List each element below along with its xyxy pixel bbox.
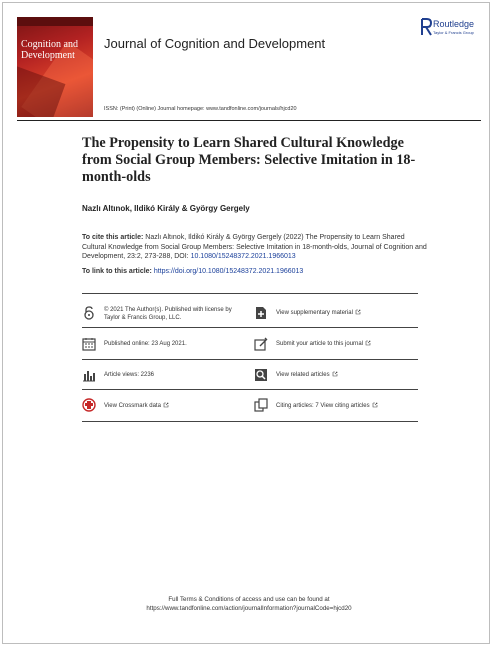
footer-line-1: Full Terms & Conditions of access and use can be found at [168,596,330,603]
article-views: Article views: 2236 [104,372,155,378]
article-authors: Nazlı Altınok, Ildikó Király & György Gergely [82,204,250,213]
grid-bottom-rule [82,421,418,422]
related-cell[interactable] [254,360,418,389]
link-label: To link to this article: [82,268,152,275]
external-link-icon [372,402,378,408]
citing-cell[interactable] [254,390,418,421]
license-text: © 2021 The Author(s). Published with license by Taylor & Francis Group, LLC. [104,307,232,321]
terms-footer [103,596,395,613]
cover-top-band [17,17,93,26]
journal-title[interactable]: Journal of Cognition and Development [104,36,326,51]
citation-text: Nazlı Altınok, Ildikó Király & György Gergely (2022) The Propensity to Learn Shared Cultural Knowledge from Social Group Members: Selective Imitation in 18-month-olds, Journal of Cognition and Development, 23:2, 273-288, DOI: [82,234,427,260]
info-row [82,359,418,389]
published-date: Published online: 23 Aug 2021. [104,341,187,347]
header-divider [17,120,481,121]
bar-chart-icon [82,368,96,382]
crossmark-link[interactable]: View Crossmark data [104,402,244,410]
supplementary-icon [254,306,268,320]
citing-icon [254,398,268,412]
supplementary-cell[interactable] [254,294,418,327]
citing-articles-link[interactable]: Citing articles: 7 View citing articles [276,402,416,410]
citation-label: To cite this article: [82,234,144,241]
published-cell [82,328,242,359]
cover-title: Cognition and Development [21,39,78,61]
crossmark-icon [82,398,96,412]
citation-block [82,233,427,262]
external-link-icon [163,402,169,408]
supplementary-link[interactable]: View supplementary material [276,309,416,317]
external-link-icon [355,309,361,315]
publisher-name: Routledge [433,19,475,29]
crossmark-cell[interactable] [82,390,242,421]
article-doi-url[interactable]: https://doi.org/10.1080/15248372.2021.1966013 [153,268,304,275]
page-frame [2,2,490,644]
routledge-logo-icon [419,17,433,37]
external-link-icon [365,340,371,346]
open-access-icon [82,306,96,320]
citation-doi-link[interactable]: 10.1080/15248372.2021.1966013 [190,253,296,260]
license-cell [82,294,242,327]
view-related-icon [254,368,268,382]
journal-cover-image[interactable] [17,17,93,117]
footer-terms-url[interactable]: https://www.tandfonline.com/action/journalInformation?journalCode=hjcd20 [146,604,352,612]
view-related-link[interactable]: View related articles [276,371,416,379]
edit-icon [254,337,268,351]
submit-cell[interactable] [254,328,418,359]
info-row [82,327,418,359]
external-link-icon [332,371,338,377]
article-link-block [82,268,303,275]
publisher-logo[interactable] [419,17,489,39]
publisher-subtitle: Taylor & Francis Group [433,30,474,35]
calendar-icon [82,337,96,351]
article-title: The Propensity to Learn Shared Cultural Knowledge from Social Group Members: Selective Imitation in 18-month-olds [82,135,416,185]
views-cell [82,360,242,389]
submit-article-link[interactable]: Submit your article to this journal [276,340,416,348]
info-row [82,293,418,327]
issn-homepage-line[interactable]: ISSN: (Print) (Online) Journal homepage: www.tandfonline.com/journals/hjcd20 [104,106,297,112]
info-row [82,389,418,421]
